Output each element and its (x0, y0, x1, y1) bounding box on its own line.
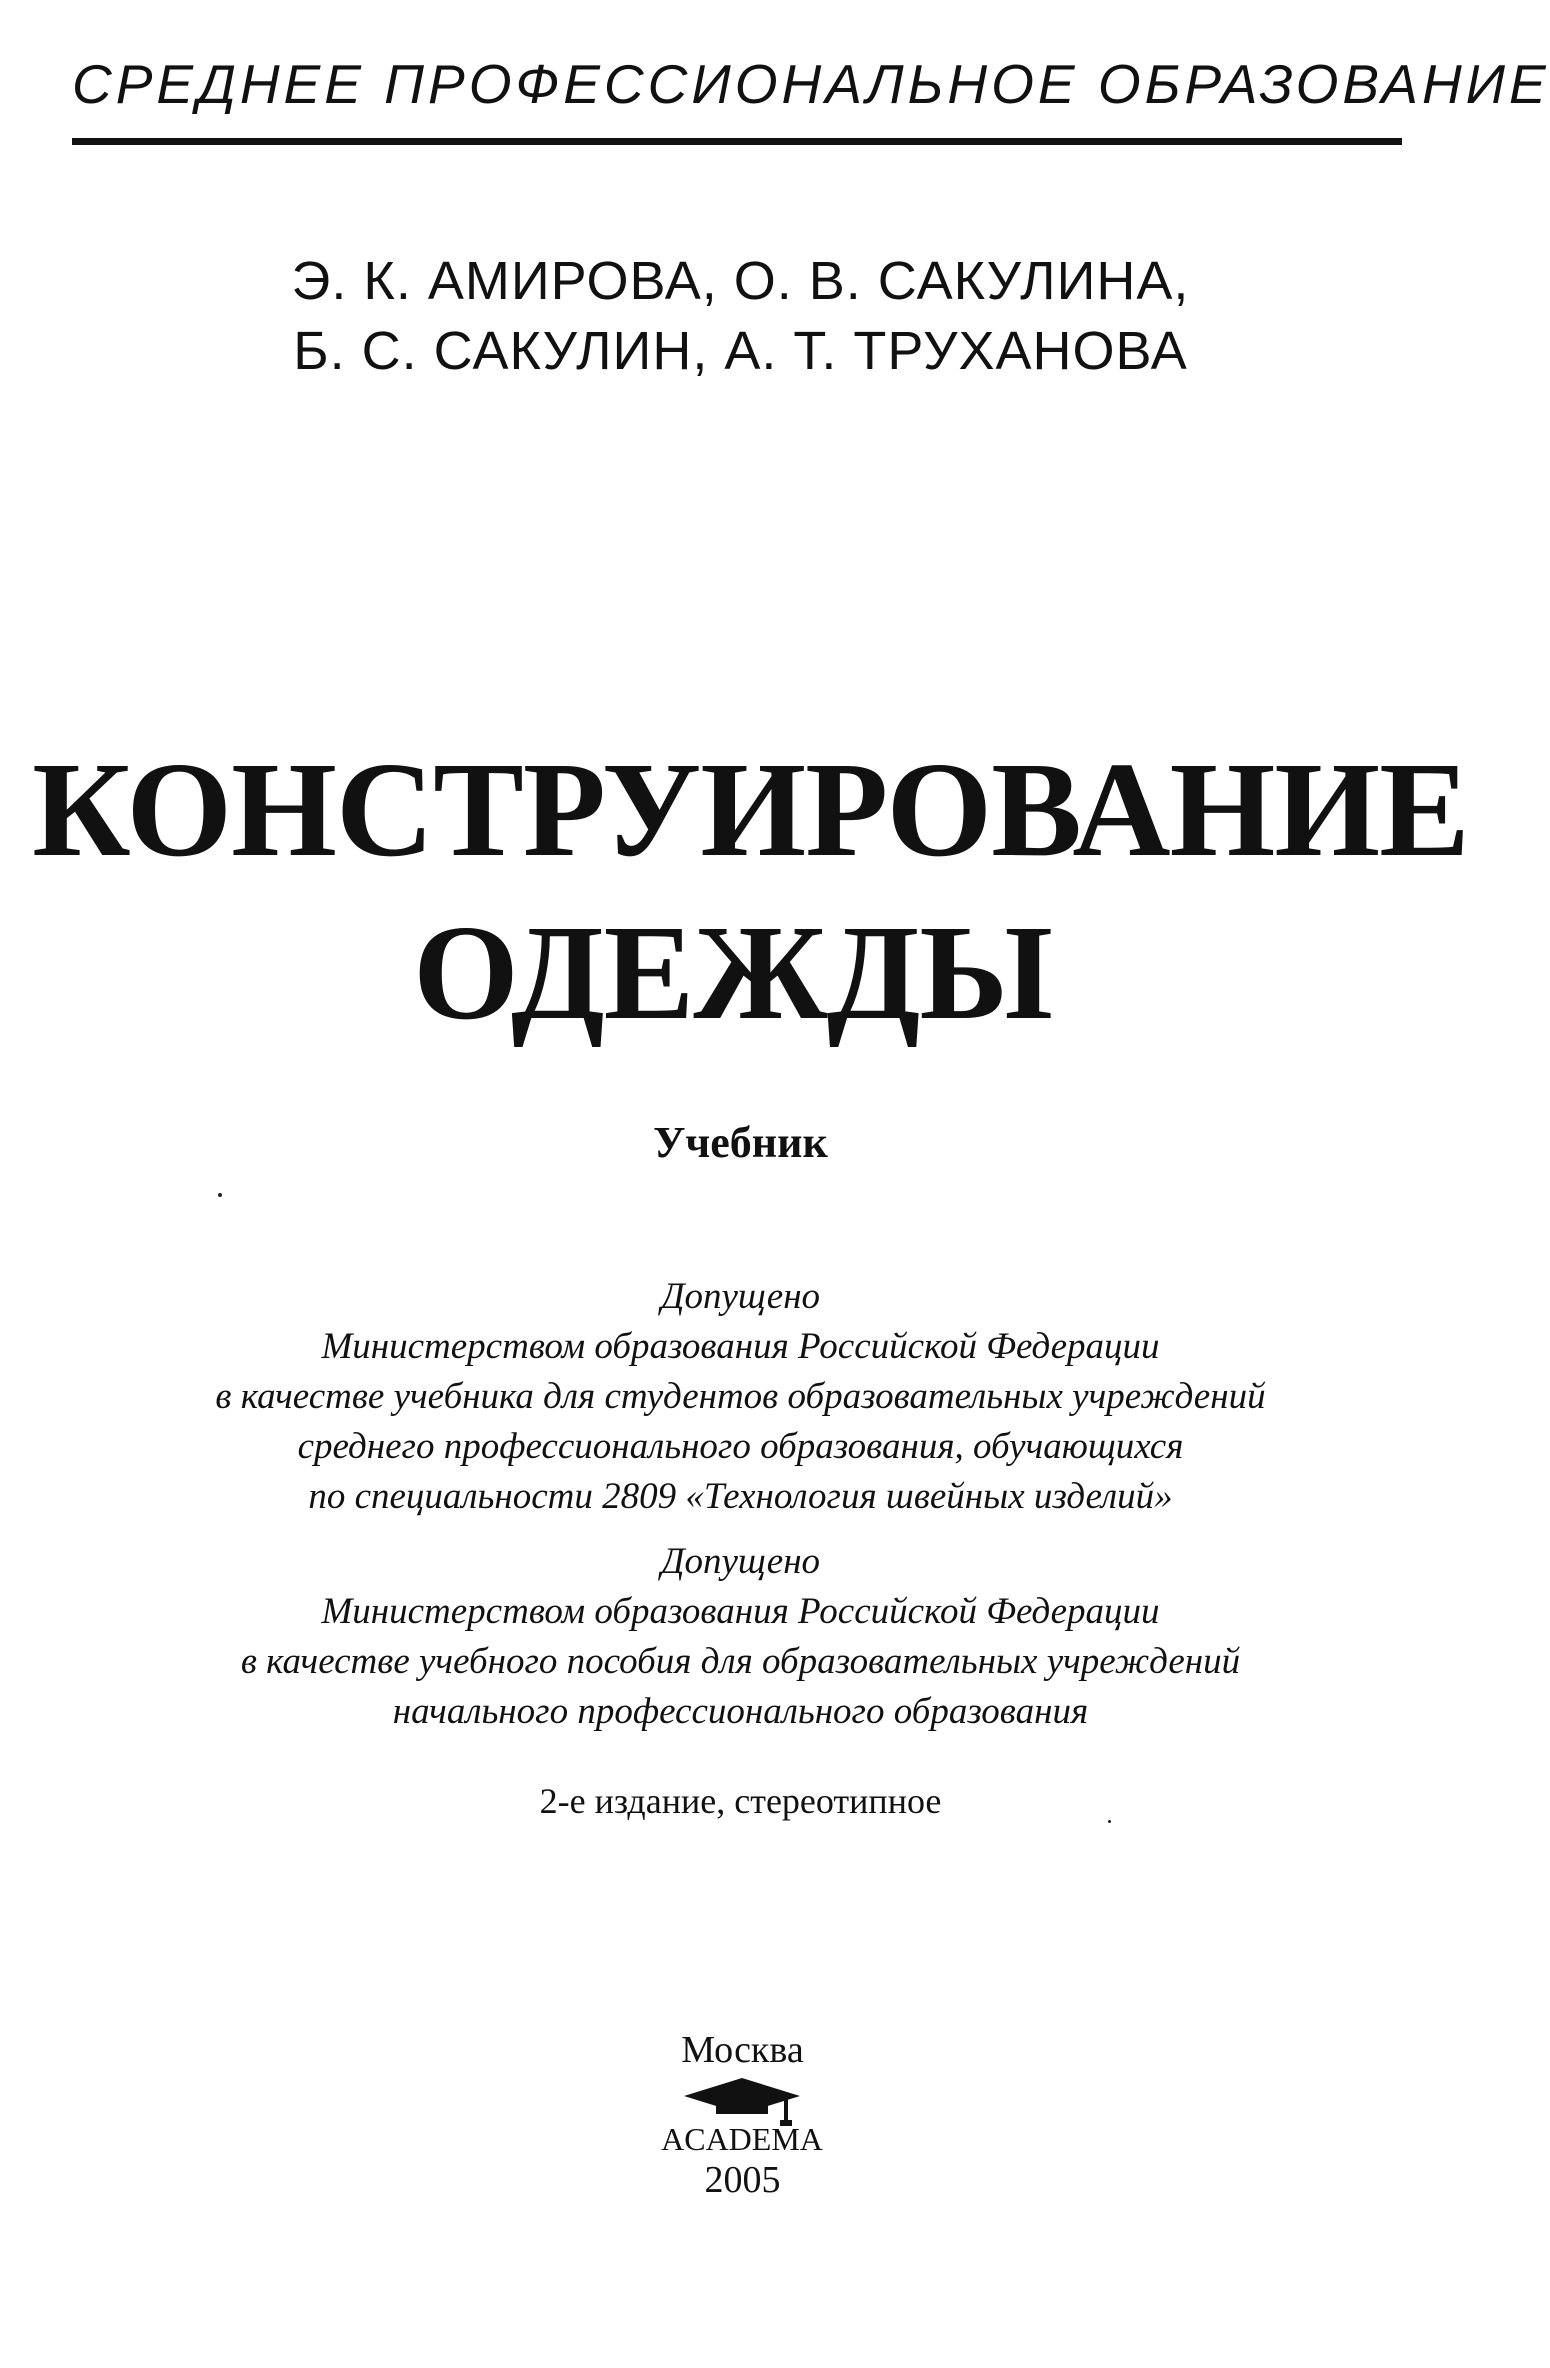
authors-line-1: Э. К. АМИРОВА, О. В. САКУЛИНА, (291, 251, 1190, 311)
approval-line: в качестве учебного пособия для образовательных учреждений (240, 1641, 1241, 1682)
approval-block-1 (0, 1272, 1481, 1522)
scan-speck (1108, 1820, 1111, 1823)
approval-line: Министерством образования Российской Федерации (321, 1591, 1160, 1632)
approval-line: начального профессионального образования (392, 1691, 1089, 1732)
scan-speck (218, 1193, 222, 1197)
approval-block-2 (0, 1537, 1481, 1737)
approval-line: Допущено (660, 1276, 821, 1317)
approval-line: Допущено (660, 1541, 821, 1582)
publisher-city: Москва (681, 2029, 804, 2071)
publisher-year: 2005 (704, 2159, 781, 2201)
publisher-name: ACADEMA (661, 2121, 823, 2157)
approval-line: по специальности 2809 «Технология швейных изделий» (308, 1476, 1173, 1517)
series-title: СРЕДНЕЕ ПРОФЕССИОНАЛЬНОЕ ОБРАЗОВАНИЕ (72, 53, 1550, 115)
approval-line: Министерством образования Российской Федерации (321, 1326, 1160, 1367)
edition-note: 2-е издание, стереотипное (539, 1781, 942, 1821)
book-subtitle: Учебник (653, 1118, 828, 1167)
approval-line: среднего профессионального образования, обучающихся (297, 1426, 1184, 1467)
book-title-line-1: КОНСТРУИРОВАНИЕ (32, 735, 1469, 885)
academa-logo-icon (661, 2074, 823, 2157)
authors-line-2: Б. С. САКУЛИН, А. Т. ТРУХАНОВА (293, 321, 1188, 381)
approval-line: в качестве учебника для студентов образовательных учреждений (215, 1376, 1266, 1417)
book-title-line-2: ОДЕЖДЫ (413, 898, 1052, 1048)
series-divider (72, 138, 1402, 145)
